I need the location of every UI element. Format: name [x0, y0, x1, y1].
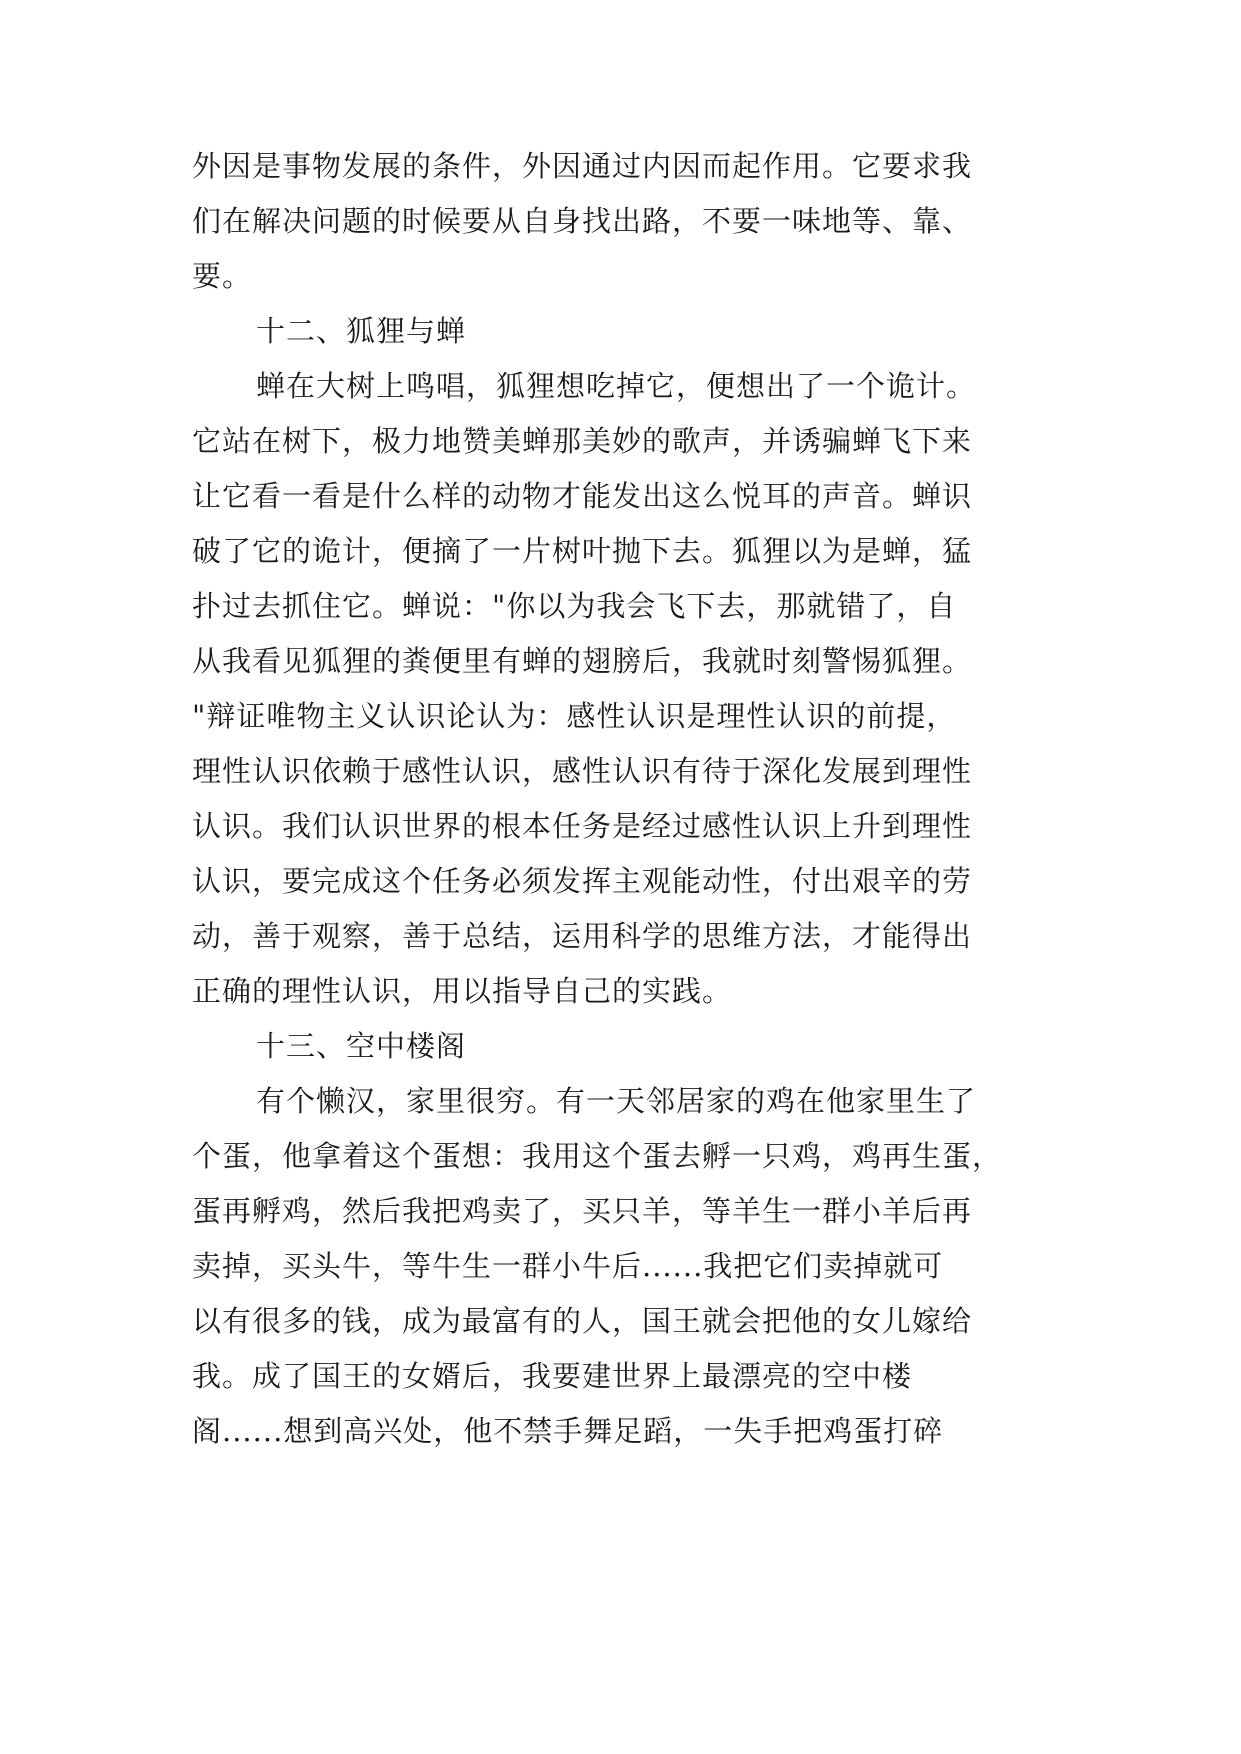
text-line: 蛋再孵鸡，然后我把鸡卖了，买只羊，等羊生一群小羊后再: [192, 1194, 973, 1228]
text-line: 让它看一看是什么样的动物才能发出这么悦耳的声音。蝉识: [192, 479, 973, 513]
text-line: 卖掉，买头牛，等牛生一群小牛后......我把它们卖掉就可: [192, 1249, 944, 1283]
text-line: 阁......想到高兴处，他不禁手舞足蹈，一失手把鸡蛋打碎: [192, 1414, 944, 1448]
text-line: 理性认识依赖于感性认识，感性认识有待于深化发展到理性: [192, 754, 973, 788]
text-line: 认识，要完成这个任务必须发挥主观能动性，付出艰辛的劳: [192, 864, 973, 898]
text-line: 动，善于观察，善于总结，运用科学的思维方法，才能得出: [192, 919, 973, 953]
text-line: 有个懒汉，家里很穷。有一天邻居家的鸡在他家里生了: [256, 1084, 977, 1118]
section-heading: 十三、空中楼阁: [256, 1029, 467, 1063]
text-line: 要。: [192, 259, 253, 293]
section-heading: 十二、狐狸与蝉: [256, 314, 467, 348]
text-line: 蝉在大树上鸣唱，狐狸想吃掉它，便想出了一个诡计。: [256, 369, 977, 403]
text-line: 以有很多的钱，成为最富有的人，国王就会把他的女儿嫁给: [192, 1304, 973, 1338]
text-line: "辩证唯物主义认识论认为：感性认识是理性认识的前提，: [192, 699, 957, 733]
text-line: 个蛋，他拿着这个蛋想：我用这个蛋去孵一只鸡，鸡再生蛋，: [192, 1139, 1003, 1173]
text-line: 正确的理性认识，用以指导自己的实践。: [192, 974, 733, 1008]
text-line: 破了它的诡计，便摘了一片树叶抛下去。狐狸以为是蝉，猛: [192, 534, 973, 568]
text-line: 我。成了国王的女婿后，我要建世界上最漂亮的空中楼: [192, 1359, 913, 1393]
text-line: 外因是事物发展的条件，外因通过内因而起作用。它要求我: [192, 149, 973, 183]
text-line: 扑过去抓住它。蝉说："你以为我会飞下去，那就错了，自: [192, 589, 957, 623]
text-line: 认识。我们认识世界的根本任务是经过感性认识上升到理性: [192, 809, 973, 843]
text-line: 它站在树下，极力地赞美蝉那美妙的歌声，并诱骗蝉飞下来: [192, 424, 973, 458]
text-line: 们在解决问题的时候要从自身找出路，不要一味地等、靠、: [192, 204, 973, 238]
text-line: 从我看见狐狸的粪便里有蝉的翅膀后，我就时刻警惕狐狸。: [192, 644, 973, 678]
